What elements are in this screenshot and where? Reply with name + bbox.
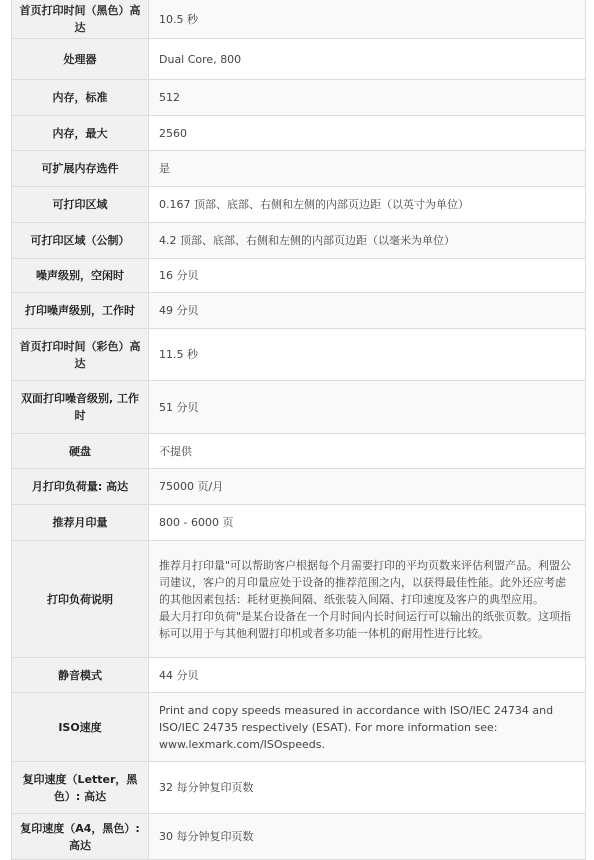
spec-row-noise-idle xyxy=(12,259,586,293)
spec-label: 推荐月印量 xyxy=(12,505,149,541)
spec-row-iso-speed xyxy=(12,693,586,762)
spec-row-noise-printing xyxy=(12,293,586,329)
spec-value: 75000 页/月 xyxy=(149,469,586,505)
spec-row-duty-cycle xyxy=(12,469,586,505)
spec-label: 打印噪声级别，工作时 xyxy=(12,293,149,329)
spec-label: 可打印区域（公制） xyxy=(12,223,149,259)
spec-label: 可打印区域 xyxy=(12,187,149,223)
spec-value: 49 分贝 xyxy=(149,293,586,329)
spec-value: 11.5 秒 xyxy=(149,329,586,381)
spec-row-printable-area xyxy=(12,187,586,223)
spec-label: 处理器 xyxy=(12,39,149,80)
spec-label: 复印速度（Letter，黑色）: 高达 xyxy=(12,762,149,814)
spec-value: 32 每分钟复印页数 xyxy=(149,762,586,814)
spec-value: 不提供 xyxy=(149,434,586,469)
spec-label: 双面打印噪音级别, 工作时 xyxy=(12,381,149,434)
spec-value: 44 分贝 xyxy=(149,658,586,693)
spec-row-recommended-volume xyxy=(12,505,586,541)
spec-row-copy-speed-a4 xyxy=(12,814,586,860)
spec-row-duplex-noise xyxy=(12,381,586,434)
spec-label: 内存，最大 xyxy=(12,116,149,151)
spec-value: 10.5 秒 xyxy=(149,0,586,39)
spec-row-memory-standard xyxy=(12,80,586,116)
spec-table xyxy=(11,0,586,860)
spec-value: 2560 xyxy=(149,116,586,151)
spec-label: 内存，标准 xyxy=(12,80,149,116)
spec-value: 4.2 顶部、底部、右侧和左侧的内部页边距（以毫米为单位） xyxy=(149,223,586,259)
spec-row-first-page-color xyxy=(12,329,586,381)
spec-label: ISO速度 xyxy=(12,693,149,762)
spec-value: 512 xyxy=(149,80,586,116)
spec-value: 800 - 6000 页 xyxy=(149,505,586,541)
spec-label: 月打印负荷量: 高达 xyxy=(12,469,149,505)
spec-value: 51 分贝 xyxy=(149,381,586,434)
spec-value: Print and copy speeds measured in accordance with ISO/IEC 24734 and ISO/IEC 24735 respectively (ESAT). For more information see: www.lexmark.com/ISOspeeds. xyxy=(149,693,586,762)
spec-label: 复印速度（A4，黑色）: 高达 xyxy=(12,814,149,860)
spec-row-hard-disk xyxy=(12,434,586,469)
spec-value: 0.167 顶部、底部、右侧和左侧的内部页边距（以英寸为单位） xyxy=(149,187,586,223)
spec-row-quiet-mode xyxy=(12,658,586,693)
spec-row-expandable-memory xyxy=(12,151,586,187)
spec-row-copy-speed-letter xyxy=(12,762,586,814)
spec-label: 静音模式 xyxy=(12,658,149,693)
spec-value: 是 xyxy=(149,151,586,187)
spec-value: 16 分贝 xyxy=(149,259,586,293)
spec-value: Dual Core, 800 xyxy=(149,39,586,80)
spec-row-memory-max xyxy=(12,116,586,151)
spec-label: 打印负荷说明 xyxy=(12,541,149,658)
spec-row-first-page-mono xyxy=(12,0,586,39)
spec-value: 推荐月打印量"可以帮助客户根据每个月需要打印的平均页数来评估利盟产品。利盟公司建议，客户的月印量应处于设备的推荐范围之内，以获得最佳性能。此外还应考虑的其他因素包括：耗材更换间隔、纸张装入间隔、打印速度及客户的典型应用。 最大月打印负荷"是某台设备在一个月时间内长时间运行可以输出的纸张页数。这项指标可以用于与其他利盟打印机或者多功能一体机的耐用性进行比较。 xyxy=(149,541,586,658)
spec-label: 硬盘 xyxy=(12,434,149,469)
spec-label: 可扩展内存选件 xyxy=(12,151,149,187)
spec-row-processor xyxy=(12,39,586,80)
spec-label: 首页打印时间（黑色）高达 xyxy=(12,0,149,39)
spec-label: 首页打印时间（彩色）高达 xyxy=(12,329,149,381)
spec-row-duty-description xyxy=(12,541,586,658)
spec-value: 30 每分钟复印页数 xyxy=(149,814,586,860)
spec-label: 噪声级别，空闲时 xyxy=(12,259,149,293)
spec-row-printable-area-metric xyxy=(12,223,586,259)
